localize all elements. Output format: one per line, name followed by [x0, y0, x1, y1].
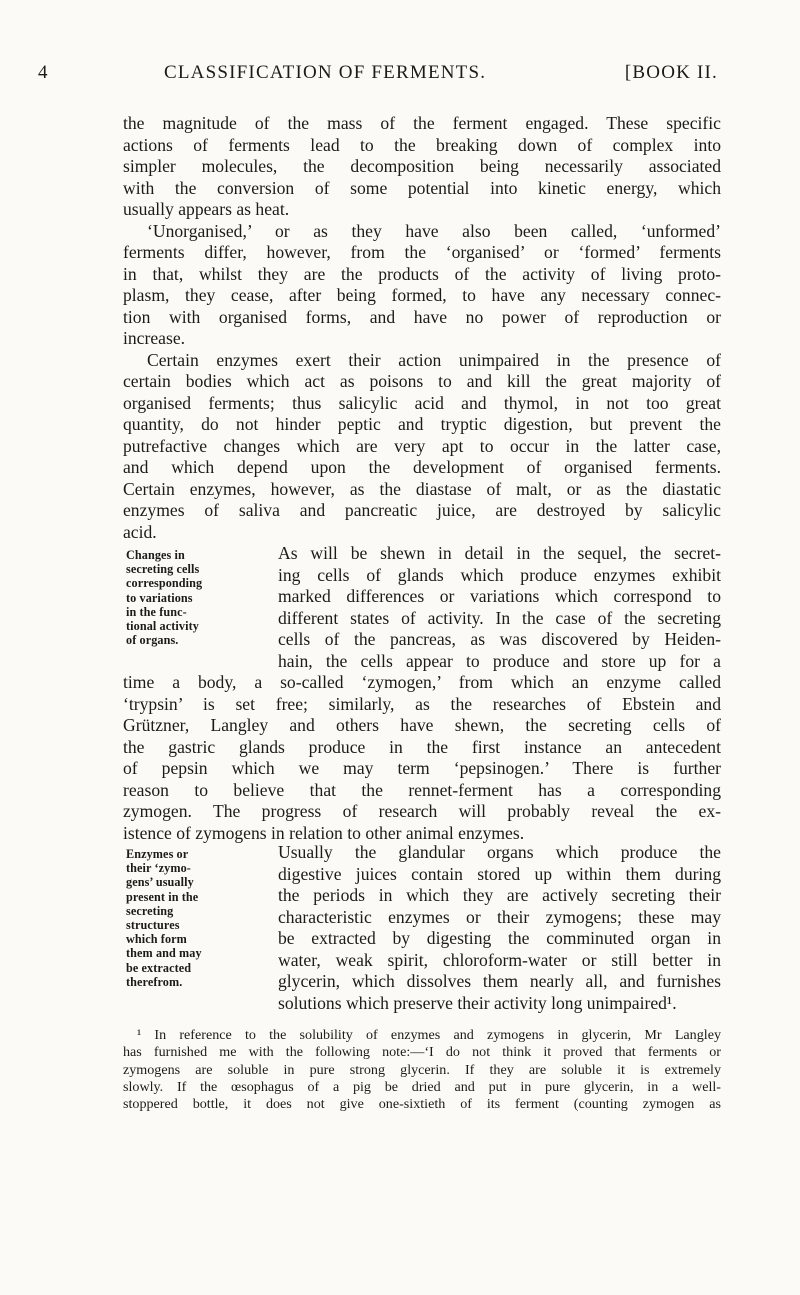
page-number: 4	[38, 62, 49, 83]
margin-note-line: of organs.	[126, 633, 179, 648]
text-line: be extracted by digesting the comminuted organ in	[278, 928, 721, 948]
main-text-block	[123, 113, 721, 543]
section-zymogens	[123, 842, 721, 1014]
margin-note-line: their ‘zymo-	[126, 861, 191, 876]
text-line: organised ferments; thus salicylic acid and thymol, in not too great	[123, 392, 721, 413]
text-line: Certain enzymes, however, as the diastase of malt, or as the diastatic	[123, 478, 721, 499]
text-line: Grützner, Langley and others have shewn, the secreting cells of	[123, 715, 721, 735]
text-line: tion with organised forms, and have no power of reproduction or	[123, 306, 721, 327]
margin-note-line: secreting cells	[126, 562, 200, 577]
margin-note-line: therefrom.	[126, 974, 183, 989]
margin-note-line: them and may	[126, 946, 202, 961]
margin-note-line: corresponding	[126, 576, 203, 591]
margin-note-line: Changes in	[126, 548, 185, 562]
footnote-line: zymogens are soluble in pure strong glycerin. If they are soluble it is extremely	[123, 1061, 721, 1078]
margin-note-line: tional activity	[126, 619, 199, 634]
text-line: Certain enzymes exert their action unimpaired in the presence of	[147, 349, 721, 370]
text-line: usually appears as heat.	[123, 199, 290, 219]
text-line: digestive juices contain stored up within them during	[278, 863, 721, 884]
text-line: water, weak spirit, chloroform-water or still better in	[278, 949, 721, 970]
running-title: CLASSIFICATION OF FERMENTS.	[164, 62, 487, 83]
text-line: different states of activity. In the case of the secreting	[278, 607, 721, 628]
text-line: As will be shewn in detail in the sequel, the secret-	[278, 543, 721, 563]
margin-note-line: Enzymes or	[126, 847, 189, 861]
footnote-line: slowly. If the œsophagus of a pig be dried and put in pure glycerin, in a well-	[123, 1078, 721, 1095]
text-line: solutions which preserve their activity long unimpaired¹.	[278, 992, 677, 1013]
text-line: the magnitude of the mass of the ferment engaged. These specific	[123, 113, 721, 133]
margin-note-line: to variations	[126, 590, 193, 605]
text-line: zymogen. The progress of research will probably reveal the ex-	[123, 801, 721, 821]
text-line: reason to believe that the rennet-ferment has a corresponding	[123, 779, 721, 800]
footnote-line: stoppered bottle, it does not give one-sixtieth of its ferment (counting zymogen as	[123, 1096, 721, 1113]
text-line: putrefactive changes which are very apt to occur in the latter case,	[123, 435, 721, 456]
text-line: acid.	[123, 521, 157, 542]
book-reference: [BOOK II.	[624, 62, 718, 83]
margin-note-line: present in the	[126, 889, 199, 904]
text-line: ing cells of glands which produce enzymes exhibit	[278, 564, 721, 585]
text-line: ‘trypsin’ is set free; similarly, as the researches of Ebstein and	[123, 693, 721, 714]
text-line: ‘Unorganised,’ or as they have also been called, ‘unformed’	[147, 220, 721, 241]
text-line: of pepsin which we may term ‘pepsinogen.’ There is further	[123, 758, 721, 778]
text-line: ferments differ, however, from the ‘organised’ or ‘formed’ ferments	[123, 242, 721, 262]
text-line: actions of ferments lead to the breaking down of complex into	[123, 134, 721, 155]
text-line: marked differences or variations which correspond to	[278, 586, 721, 606]
text-line: istence of zymogens in relation to other animal enzymes.	[123, 822, 525, 843]
text-line: and which depend upon the development of organised ferments.	[123, 457, 721, 477]
text-line: cells of the pancreas, as was discovered by Heiden-	[278, 629, 721, 649]
text-line: glycerin, which dissolves them nearly all, and furnishes	[278, 971, 721, 991]
text-line: with the conversion of some potential into kinetic energy, which	[123, 177, 721, 198]
text-line: characteristic enzymes or their zymogens; these may	[278, 906, 721, 927]
text-line: the gastric glands produce in the first instance an antecedent	[123, 736, 721, 757]
text-line: increase.	[123, 328, 186, 348]
section-secreting-cells	[123, 543, 721, 844]
footnote-line: has furnished me with the following note:—‘I do not think it proved that ferments or	[123, 1044, 721, 1061]
text-line: quantity, do not hinder peptic and tryptic digestion, but prevent the	[123, 414, 721, 434]
footnote	[123, 1027, 721, 1113]
text-line: Usually the glandular organs which produce the	[278, 842, 721, 862]
text-line: certain bodies which act as poisons to and kill the great majority of	[123, 371, 721, 391]
margin-note-line: secreting	[126, 903, 174, 918]
text-line: plasm, they cease, after being formed, to have any necessary connec-	[123, 285, 721, 305]
margin-note-line: structures	[126, 918, 180, 933]
running-header	[38, 62, 718, 90]
text-line: enzymes of saliva and pancreatic juice, are destroyed by salicylic	[123, 500, 721, 520]
margin-note-line: in the func-	[126, 604, 187, 619]
footnote-line: ¹ In reference to the solubility of enzymes and zymogens in glycerin, Mr Langley	[137, 1027, 721, 1043]
text-line: in that, whilst they are the products of the activity of living proto-	[123, 263, 721, 284]
margin-note-line: which form	[126, 932, 187, 947]
margin-note-line: be extracted	[126, 960, 192, 975]
margin-note-line: gens’ usually	[126, 875, 194, 890]
text-line: time a body, a so-called ‘zymogen,’ from which an enzyme called	[123, 672, 721, 692]
text-line: simpler molecules, the decomposition being necessarily associated	[123, 156, 721, 176]
text-line: the periods in which they are actively secreting their	[278, 885, 721, 905]
text-line: hain, the cells appear to produce and store up for a	[278, 650, 721, 671]
